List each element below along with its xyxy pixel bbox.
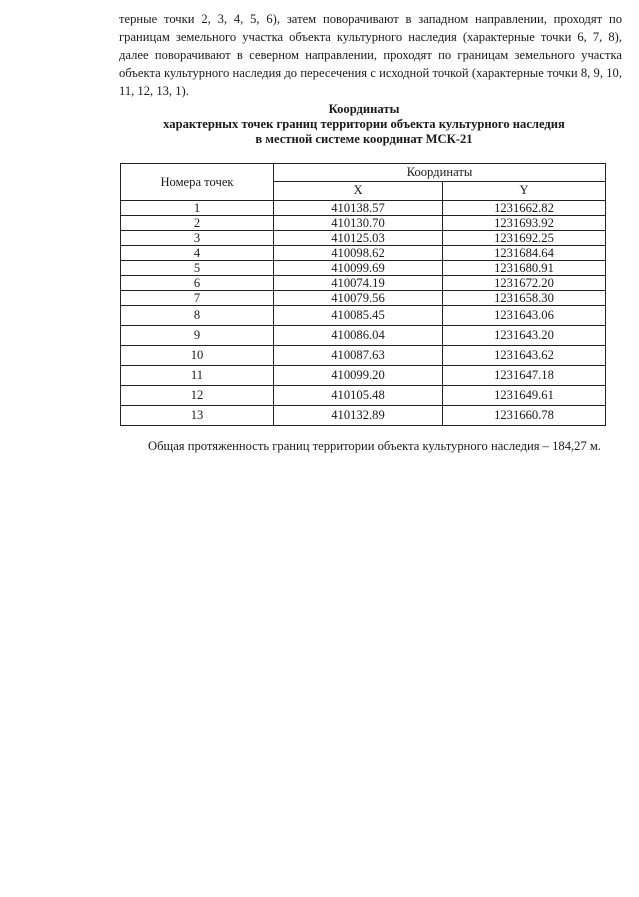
table-row — [121, 346, 606, 366]
title-line-1: Координаты — [328, 102, 400, 116]
table-row — [121, 366, 606, 386]
table-row — [121, 291, 606, 306]
summary-paragraph — [119, 437, 631, 455]
coord-x: 410074.19 — [274, 276, 443, 291]
coord-y: 1231660.78 — [443, 406, 606, 426]
table-title — [110, 102, 618, 147]
header-x: X — [274, 181, 443, 200]
table-row — [121, 216, 606, 231]
table-row — [121, 406, 606, 426]
table-row — [121, 386, 606, 406]
coord-x: 410087.63 — [274, 346, 443, 366]
coord-x: 410079.56 — [274, 291, 443, 306]
point-number: 6 — [121, 276, 274, 291]
coord-x: 410098.62 — [274, 246, 443, 261]
coord-y: 1231643.62 — [443, 346, 606, 366]
table-body — [121, 201, 606, 426]
point-number: 8 — [121, 306, 274, 326]
summary-text: Общая протяженность границ территории объекта культурного наследия – 184,27 м. — [148, 439, 602, 453]
coord-x: 410130.70 — [274, 216, 443, 231]
intro-paragraph: терные точки 2, 3, 4, 5, 6), затем поворачивают в западном направлении, проходят по границам земельного участка объекта культурного наследия (характерные точки 6, 7, 8), далее поворачивают в северном направлении, проходят по границам земельного участка объекта культурного наследия до пересечения с исходной точкой (характерные точки 8, 9, 10, 11, 12, 13, 1). — [119, 12, 622, 98]
point-number: 5 — [121, 261, 274, 276]
point-number: 9 — [121, 326, 274, 346]
header-coordinates: Координаты — [274, 164, 606, 182]
coord-y: 1231647.18 — [443, 366, 606, 386]
coord-y: 1231643.06 — [443, 306, 606, 326]
coord-x: 410105.48 — [274, 386, 443, 406]
header-point-numbers: Номера точек — [121, 164, 274, 201]
coord-x: 410125.03 — [274, 231, 443, 246]
point-number: 2 — [121, 216, 274, 231]
coord-x: 410132.89 — [274, 406, 443, 426]
table-row — [121, 201, 606, 216]
coord-y: 1231684.64 — [443, 246, 606, 261]
title-line-2: характерных точек границ территории объекта культурного наследия — [163, 117, 565, 131]
coord-y: 1231643.20 — [443, 326, 606, 346]
coord-x: 410085.45 — [274, 306, 443, 326]
point-number: 10 — [121, 346, 274, 366]
coord-y: 1231680.91 — [443, 261, 606, 276]
point-number: 11 — [121, 366, 274, 386]
header-y: Y — [443, 181, 606, 200]
coord-y: 1231649.61 — [443, 386, 606, 406]
coord-x: 410138.57 — [274, 201, 443, 216]
coord-x: 410086.04 — [274, 326, 443, 346]
coordinates-table — [120, 163, 606, 426]
point-number: 13 — [121, 406, 274, 426]
table-row — [121, 231, 606, 246]
point-number: 3 — [121, 231, 274, 246]
coord-y: 1231662.82 — [443, 201, 606, 216]
table-row — [121, 326, 606, 346]
coord-x: 410099.69 — [274, 261, 443, 276]
coord-y: 1231692.25 — [443, 231, 606, 246]
coord-y: 1231658.30 — [443, 291, 606, 306]
table-row — [121, 276, 606, 291]
coord-y: 1231672.20 — [443, 276, 606, 291]
title-line-3: в местной системе координат МСК-21 — [255, 132, 473, 146]
point-number: 1 — [121, 201, 274, 216]
coord-y: 1231693.92 — [443, 216, 606, 231]
table-row — [121, 261, 606, 276]
table-row — [121, 306, 606, 326]
table-row — [121, 246, 606, 261]
point-number: 12 — [121, 386, 274, 406]
point-number: 4 — [121, 246, 274, 261]
point-number: 7 — [121, 291, 274, 306]
coord-x: 410099.20 — [274, 366, 443, 386]
